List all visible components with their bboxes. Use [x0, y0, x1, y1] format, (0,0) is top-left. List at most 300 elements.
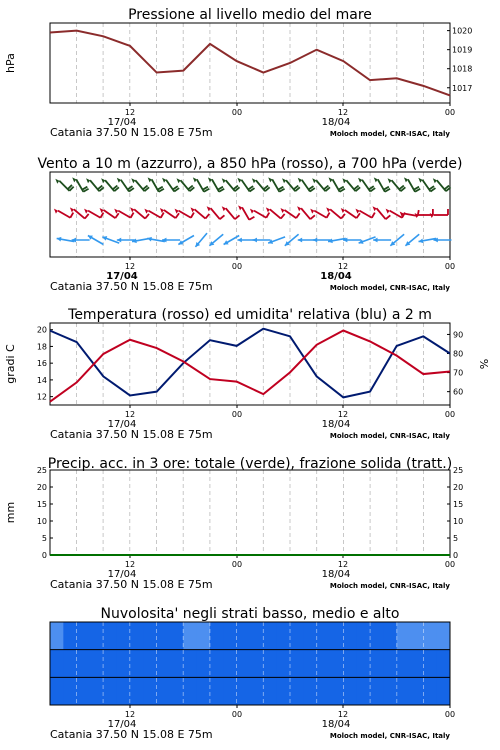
x-tick-label: 12 — [124, 262, 136, 271]
wind-barb — [102, 236, 119, 243]
cloud-cell — [63, 677, 77, 705]
barb-head — [72, 177, 76, 182]
wind-barb — [253, 238, 271, 243]
model-credit: Moloch model, CNR-ISAC, Italy — [329, 582, 450, 590]
cloud-cell — [383, 622, 397, 650]
x-tick-label: 12 — [124, 560, 136, 569]
x-tick-label: 00 — [444, 262, 456, 271]
barb-head — [84, 209, 88, 214]
cloud-cell — [183, 650, 197, 678]
model-credit: Moloch model, CNR-ISAC, Italy — [329, 732, 450, 740]
cloud-cell — [143, 622, 157, 650]
barb-shaft — [242, 207, 249, 219]
barb-head — [341, 208, 345, 213]
barb-shaft — [302, 180, 310, 192]
x-tick-label: 12 — [337, 710, 349, 719]
y-tick-label: 20 — [36, 325, 47, 335]
barb-shaft — [121, 180, 129, 192]
cloud-cell — [90, 622, 104, 650]
y-tick-label: 18 — [36, 342, 47, 352]
x-tick-label: 00 — [231, 410, 243, 419]
location-label: Catania 37.50 N 15.08 E 75m — [50, 428, 213, 441]
barb-feather — [115, 213, 118, 218]
location-label: Catania 37.50 N 15.08 E 75m — [50, 728, 213, 741]
y-tick-label: 15 — [36, 500, 47, 509]
cloud-cell — [370, 650, 384, 678]
x-tick-label: 00 — [231, 108, 243, 117]
wind-barb — [117, 178, 134, 192]
barb-feather — [191, 213, 194, 218]
barb-shaft — [376, 208, 385, 219]
wind-barb — [374, 177, 390, 191]
cloud-cell — [143, 650, 157, 678]
date-label: 18/04 — [321, 117, 351, 128]
wind-arrow-head — [298, 238, 302, 243]
y-axis-label: hPa — [4, 53, 17, 73]
y-tick-label: 0 — [41, 551, 47, 560]
barb-head — [312, 178, 316, 183]
wind-barb — [195, 233, 207, 247]
cloud-cell — [170, 677, 184, 705]
barb-shaft — [166, 180, 174, 192]
barb-head — [404, 177, 408, 182]
cloud-cell — [197, 677, 211, 705]
barb-head — [282, 178, 286, 183]
wind-barb — [88, 236, 104, 245]
barb-feather — [296, 213, 299, 218]
barb-shaft — [254, 211, 266, 218]
plot-frame — [50, 323, 450, 405]
barb-shaft — [134, 209, 145, 218]
wind-arrow-head — [253, 238, 257, 243]
barb-feather — [145, 214, 149, 219]
barb-head — [54, 209, 58, 214]
cloud-cell — [170, 622, 184, 650]
barb-head — [162, 178, 166, 183]
barb-feather — [85, 214, 89, 219]
cloud-cell — [237, 650, 251, 678]
date-label: 17/04 — [107, 719, 137, 730]
wind-barb — [208, 177, 224, 191]
y-tick-label-right: 60 — [453, 387, 464, 397]
date-label: 17/04 — [107, 569, 137, 580]
cloud-cell — [223, 677, 237, 705]
barb-shaft — [118, 211, 130, 218]
y-tick-label-right: 80 — [453, 349, 464, 359]
date-label: 18/04 — [321, 719, 351, 730]
wind-barb — [54, 209, 73, 218]
cloud-cell — [410, 650, 424, 678]
x-tick-label: 00 — [231, 710, 243, 719]
y-tick-label: 12 — [36, 392, 47, 402]
wind-barb — [433, 178, 451, 191]
barb-head — [252, 178, 256, 183]
x-tick-label: 12 — [124, 410, 136, 419]
panel-title: Pressione al livello medio del mare — [128, 7, 372, 23]
wind-barb — [176, 178, 194, 191]
cloud-cell — [250, 650, 264, 678]
barb-head — [310, 209, 314, 214]
barb-head — [86, 178, 90, 183]
y-tick-label-right: 10 — [453, 517, 464, 526]
cloud-cell — [250, 677, 264, 705]
barb-shaft — [333, 179, 340, 191]
cloud-cell — [50, 622, 64, 650]
barb-head — [433, 178, 437, 183]
wind-barb — [390, 234, 404, 246]
cloud-cell — [437, 677, 451, 705]
barb-head — [130, 207, 134, 212]
wind-barb — [252, 178, 270, 191]
cloud-cell — [103, 677, 117, 705]
barb-shaft — [345, 210, 357, 218]
barb-feather — [386, 215, 391, 219]
date-label: 18/04 — [320, 271, 352, 282]
barb-feather — [161, 213, 164, 218]
cloud-cell — [237, 622, 251, 650]
x-tick-label: 00 — [444, 410, 456, 419]
barb-head — [374, 177, 378, 182]
barb-head — [148, 177, 152, 182]
cloud-cell — [437, 650, 451, 678]
y-tick-label: 14 — [36, 375, 47, 385]
y-tick-label-right: 20 — [453, 483, 464, 492]
cloud-cell — [197, 622, 211, 650]
cloud-cell — [170, 650, 184, 678]
y-tick-label-right: 70 — [453, 368, 464, 378]
cloud-cell — [277, 650, 291, 678]
plot-frame — [50, 470, 450, 555]
barb-shaft — [272, 179, 279, 191]
barb-head — [70, 207, 74, 212]
cloud-cell — [77, 622, 91, 650]
cloud-cell — [357, 650, 371, 678]
x-tick-label: 12 — [337, 262, 349, 271]
barb-head — [342, 178, 346, 183]
pressure-line — [50, 31, 450, 96]
barb-head — [329, 177, 333, 182]
wind-barb — [405, 234, 419, 246]
cloud-cell — [90, 650, 104, 678]
model-credit: Moloch model, CNR-ISAC, Italy — [329, 284, 450, 292]
cloud-cell — [50, 650, 64, 678]
cloud-cell — [330, 622, 344, 650]
barb-shaft — [390, 211, 402, 218]
barb-shaft — [378, 179, 385, 191]
y-tick-label-right: 90 — [453, 330, 464, 340]
cloud-cell — [263, 650, 277, 678]
barb-shaft — [88, 211, 100, 218]
barb-shaft — [194, 209, 205, 218]
cloud-cell — [330, 650, 344, 678]
barb-head — [418, 178, 422, 183]
cloud-cell — [210, 677, 224, 705]
date-label: 18/04 — [321, 569, 351, 580]
y-tick-label-right: 15 — [453, 500, 464, 509]
cloud-cell — [383, 677, 397, 705]
wind-barb — [178, 236, 194, 245]
barb-feather — [281, 214, 285, 219]
barb-shaft — [211, 208, 220, 219]
temperature-line — [50, 331, 450, 402]
model-credit: Moloch model, CNR-ISAC, Italy — [329, 130, 450, 138]
cloud-cell — [303, 650, 317, 678]
barb-feather — [357, 213, 360, 218]
y-tick-label-right: 0 — [453, 551, 459, 560]
cloud-cell — [343, 677, 357, 705]
cloud-cell — [277, 677, 291, 705]
barb-shaft — [408, 179, 415, 191]
cloud-cell — [303, 622, 317, 650]
barb-head — [268, 177, 272, 182]
cloud-cell — [130, 622, 144, 650]
cloud-cell — [223, 650, 237, 678]
y-tick-label: 5 — [41, 534, 47, 543]
barb-head — [238, 205, 242, 210]
barb-head — [175, 209, 179, 214]
x-tick-label: 00 — [444, 560, 456, 569]
x-tick-label: 00 — [444, 108, 456, 117]
y-tick-label: 1017 — [452, 83, 473, 93]
barb-feather — [220, 215, 225, 219]
cloud-cell — [117, 650, 131, 678]
x-tick-label: 12 — [337, 108, 349, 117]
barb-shaft — [58, 211, 70, 218]
y-tick-label: 1020 — [452, 26, 473, 36]
panel-title: Precip. acc. in 3 ore: totale (verde), frazione solida (tratt.) — [47, 456, 453, 472]
wind-barb — [209, 234, 223, 246]
model-credit: Moloch model, CNR-ISAC, Italy — [329, 432, 450, 440]
x-tick-label: 12 — [124, 710, 136, 719]
barb-feather — [70, 213, 73, 218]
barb-head — [372, 206, 376, 211]
cloud-cell — [183, 622, 197, 650]
barb-feather — [131, 213, 134, 218]
cloud-cell — [410, 622, 424, 650]
date-label: 18/04 — [321, 419, 351, 430]
wind-barb — [268, 237, 285, 244]
wind-barb — [285, 234, 299, 246]
barb-head — [144, 209, 148, 214]
wind-barb — [418, 178, 435, 192]
y-tick-label: 16 — [36, 359, 47, 369]
barb-feather — [176, 213, 179, 218]
cloud-cell — [130, 650, 144, 678]
barb-head — [222, 178, 226, 183]
cloud-cell — [397, 622, 411, 650]
x-tick-label: 12 — [124, 108, 136, 117]
cloud-cell — [397, 650, 411, 678]
barb-shaft — [164, 210, 176, 218]
cloud-cell — [117, 677, 131, 705]
y-tick-label: 1018 — [452, 64, 473, 74]
x-tick-label: 00 — [444, 710, 456, 719]
barb-shaft — [314, 211, 326, 218]
wind-barb — [131, 178, 149, 191]
cloud-cell — [330, 677, 344, 705]
cloud-cell — [50, 677, 64, 705]
panel-title: Nuvolosita' negli strati basso, medio e alto — [100, 606, 400, 622]
y-tick-label: 10 — [36, 517, 47, 526]
cloud-cell — [410, 677, 424, 705]
cloud-cell — [63, 622, 77, 650]
barb-feather — [235, 215, 240, 219]
cloud-cell — [237, 677, 251, 705]
barb-shaft — [241, 180, 249, 192]
cloud-cell — [277, 622, 291, 650]
cloud-cell — [263, 622, 277, 650]
y-tick-label: 1019 — [452, 45, 473, 55]
cloud-cell — [103, 650, 117, 678]
barb-head — [114, 209, 118, 214]
cloud-cell — [423, 622, 437, 650]
barb-shaft — [330, 209, 341, 218]
panel-title: Vento a 10 m (azzurro), a 850 hPa (rosso), a 700 hPa (verde) — [37, 156, 463, 172]
x-tick-label: 00 — [231, 262, 243, 271]
cloud-cell — [77, 650, 91, 678]
barb-head — [190, 207, 194, 212]
cloud-cell — [423, 677, 437, 705]
y-tick-label: 20 — [36, 483, 47, 492]
cloud-cell — [357, 677, 371, 705]
wind-barb — [373, 238, 391, 243]
barb-feather — [372, 213, 375, 218]
wind-barb — [148, 177, 164, 191]
date-label: 17/04 — [107, 117, 137, 128]
location-label: Catania 37.50 N 15.08 E 75m — [50, 126, 213, 139]
wind-barb — [207, 206, 225, 219]
barb-head — [388, 178, 392, 183]
barb-shaft — [270, 209, 281, 218]
x-tick-label: 12 — [337, 560, 349, 569]
barb-shaft — [59, 181, 69, 191]
cloud-cell — [317, 622, 331, 650]
cloud-cell — [290, 677, 304, 705]
cloud-cell — [197, 650, 211, 678]
cloud-cell — [263, 677, 277, 705]
wind-barb — [312, 178, 330, 191]
y-tick-label-right: 5 — [453, 534, 459, 543]
wind-arrow-head — [313, 238, 317, 243]
cloud-cell — [143, 677, 157, 705]
cloud-cell — [290, 622, 304, 650]
wind-barb — [72, 177, 88, 191]
wind-barb — [298, 178, 315, 192]
barb-feather — [310, 215, 315, 219]
cloud-cell — [157, 677, 171, 705]
cloud-cell — [250, 622, 264, 650]
cloud-cell — [290, 650, 304, 678]
x-tick-label: 00 — [231, 560, 243, 569]
x-tick-label: 12 — [337, 410, 349, 419]
cloud-cell — [117, 622, 131, 650]
y-tick-label: 25 — [36, 466, 47, 475]
wind-barb — [250, 209, 269, 218]
cloud-cell — [357, 622, 371, 650]
barb-feather — [327, 213, 330, 218]
barb-head — [266, 207, 270, 212]
cloud-cell — [210, 622, 224, 650]
barb-shaft — [226, 208, 235, 219]
barb-head — [117, 178, 121, 183]
cloud-cell — [103, 622, 117, 650]
barb-shaft — [148, 211, 160, 218]
wind-barb — [329, 177, 345, 191]
cloud-cell — [210, 650, 224, 678]
cloud-cell — [383, 650, 397, 678]
barb-feather — [205, 214, 209, 219]
barb-head — [222, 206, 226, 211]
barb-head — [298, 178, 302, 183]
cloud-cell — [130, 677, 144, 705]
wind-barb — [237, 178, 254, 192]
wind-barb — [358, 178, 375, 192]
cloud-cell — [397, 677, 411, 705]
barb-shaft — [76, 179, 83, 191]
y-axis-label-right: % — [478, 358, 491, 370]
barb-shaft — [301, 208, 310, 219]
barb-head — [55, 179, 59, 184]
barb-head — [297, 206, 301, 211]
wind-arrow-head — [237, 238, 241, 243]
date-label: 17/04 — [106, 271, 138, 282]
date-label: 17/04 — [107, 419, 137, 430]
plot-frame — [50, 23, 450, 103]
location-label: Catania 37.50 N 15.08 E 75m — [50, 280, 213, 293]
cloud-cell — [317, 650, 331, 678]
panel-title: Temperatura (rosso) ed umidita' relativa (blu) a 2 m — [68, 307, 432, 323]
barb-shaft — [104, 210, 116, 218]
barb-shaft — [179, 211, 191, 218]
cloud-cell — [343, 622, 357, 650]
wind-barb — [55, 179, 73, 191]
wind-barb — [359, 237, 376, 244]
cloud-cell — [90, 677, 104, 705]
cloud-cell — [157, 650, 171, 678]
barb-shaft — [74, 209, 85, 218]
wind-barb — [193, 177, 209, 191]
cloud-cell — [423, 650, 437, 678]
barb-head — [326, 207, 330, 212]
cloud-cell — [317, 677, 331, 705]
barb-head — [355, 209, 359, 214]
cloud-cell — [437, 622, 451, 650]
location-label: Catania 37.50 N 15.08 E 75m — [50, 578, 213, 591]
cloud-cell — [303, 677, 317, 705]
cloud-cell — [77, 677, 91, 705]
barb-head — [358, 178, 362, 183]
cloud-cell — [370, 677, 384, 705]
cloud-cell — [343, 650, 357, 678]
barb-feather — [249, 217, 254, 220]
barb-head — [280, 208, 284, 213]
barb-head — [193, 177, 197, 182]
y-axis-label: gradi C — [4, 344, 17, 384]
cloud-cell — [157, 622, 171, 650]
wind-barb — [404, 177, 420, 191]
cloud-cell — [370, 622, 384, 650]
barb-head — [386, 209, 390, 214]
barb-head — [160, 208, 164, 213]
cloud-cell — [63, 650, 77, 678]
barb-head — [208, 177, 212, 182]
wind-barb — [268, 177, 284, 191]
cloud-cell — [223, 622, 237, 650]
barb-head — [131, 178, 135, 183]
cloud-cell — [183, 677, 197, 705]
barb-head — [237, 178, 241, 183]
barb-shaft — [362, 180, 370, 192]
